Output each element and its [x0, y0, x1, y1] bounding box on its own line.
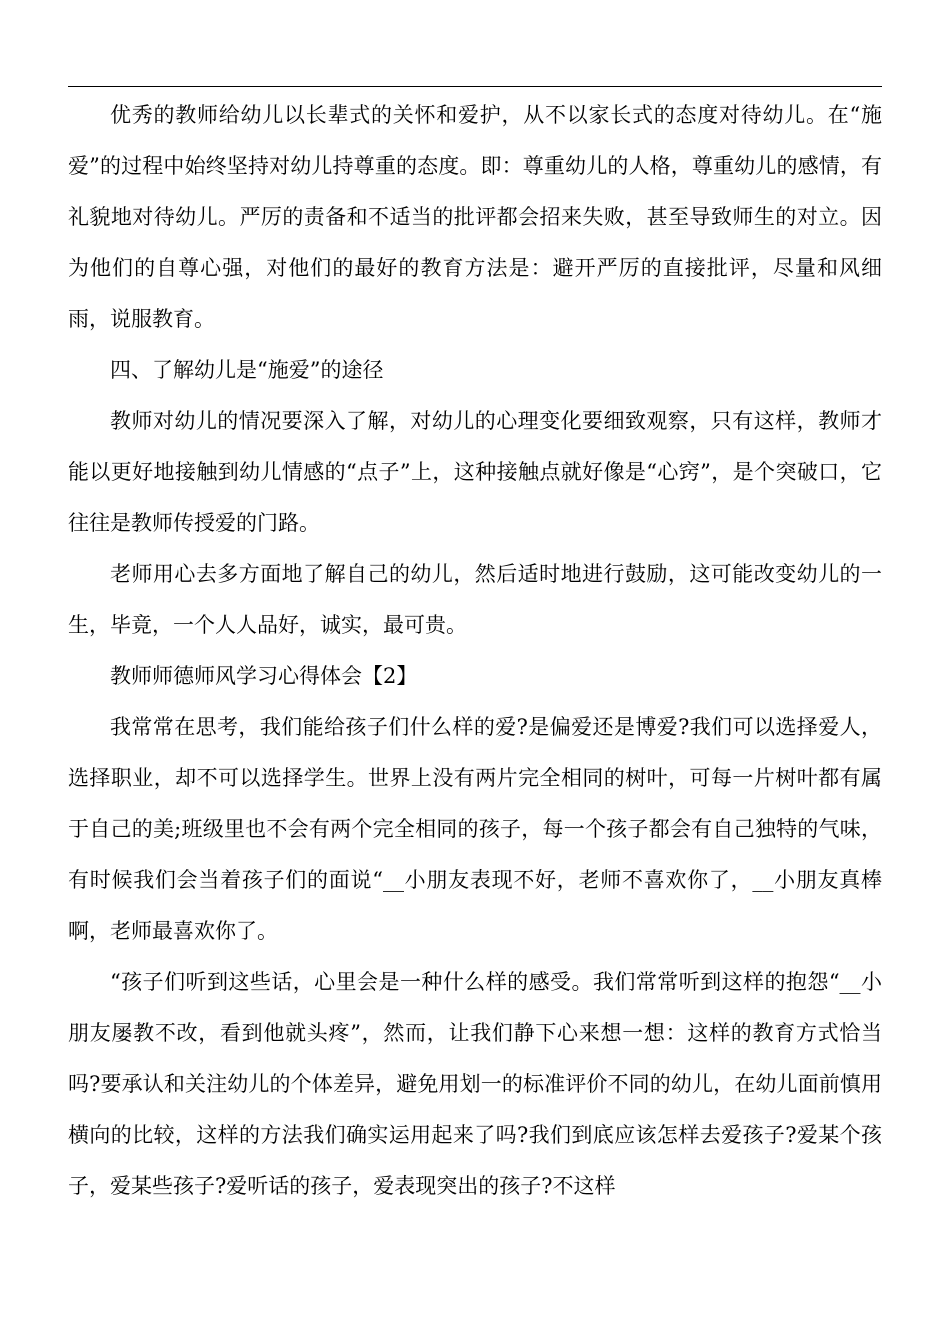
paragraph-what-love: 我常常在思考，我们能给孩子们什么样的爱?是偏爱还是博爱?我们可以选择爱人，选择职业，却不可以选择学生。世界上没有两片完全相同的树叶，可每一片树叶都有属于自己的美;班级里也不会有两个完全相同的孩子，每一个孩子都会有自己独特的气味，有时候我们会当着孩子们的面说“__小朋友表现不好，老师不喜欢你了，__小朋友真棒啊，老师最喜欢你了。: [68, 715, 882, 943]
section-heading-understand-children: 四、了解幼儿是“施爱”的途径: [110, 358, 384, 382]
article-title-2: 教师师德师风学习心得体会【2】: [110, 664, 418, 688]
paragraph-respect: 优秀的教师给幼儿以长辈式的关怀和爱护，从不以家长式的态度对待幼儿。在“施爱”的过程中始终坚持对幼儿持尊重的态度。即：尊重幼儿的人格，尊重幼儿的感情，有礼貌地对待幼儿。严厉的责备和不适当的批评都会招来失败，甚至导致师生的对立。因为他们的自尊心强，对他们的最好的教育方法是：避开严厉的直接批评，尽量和风细雨，说服教育。: [68, 103, 882, 331]
document-body: [68, 90, 882, 1212]
paragraph-encouragement: 老师用心去多方面地了解自己的幼儿，然后适时地进行鼓励，这可能改变幼儿的一生，毕竟，一个人人品好，诚实，最可贵。: [68, 562, 882, 637]
header-rule: [68, 86, 882, 87]
paragraph-children-feelings: “孩子们听到这些话，心里会是一种什么样的感受。我们常常听到这样的抱怨“__小朋友屡教不改，看到他就头疼”，然而，让我们静下心来想一想：这样的教育方式恰当吗?要承认和关注幼儿的个体差异，避免用划一的标准评价不同的幼儿，在幼儿面前慎用横向的比较，这样的方法我们确实运用起来了吗?我们到底应该怎样去爱孩子?爱某个孩子，爱某些孩子?爱听话的孩子，爱表现突出的孩子?不这样: [68, 970, 882, 1198]
paragraph-observation: 教师对幼儿的情况要深入了解，对幼儿的心理变化要细致观察，只有这样，教师才能以更好地接触到幼儿情感的“点子”上，这种接触点就好像是“心窍”，是个突破口，它往往是教师传授爱的门路。: [68, 409, 882, 535]
